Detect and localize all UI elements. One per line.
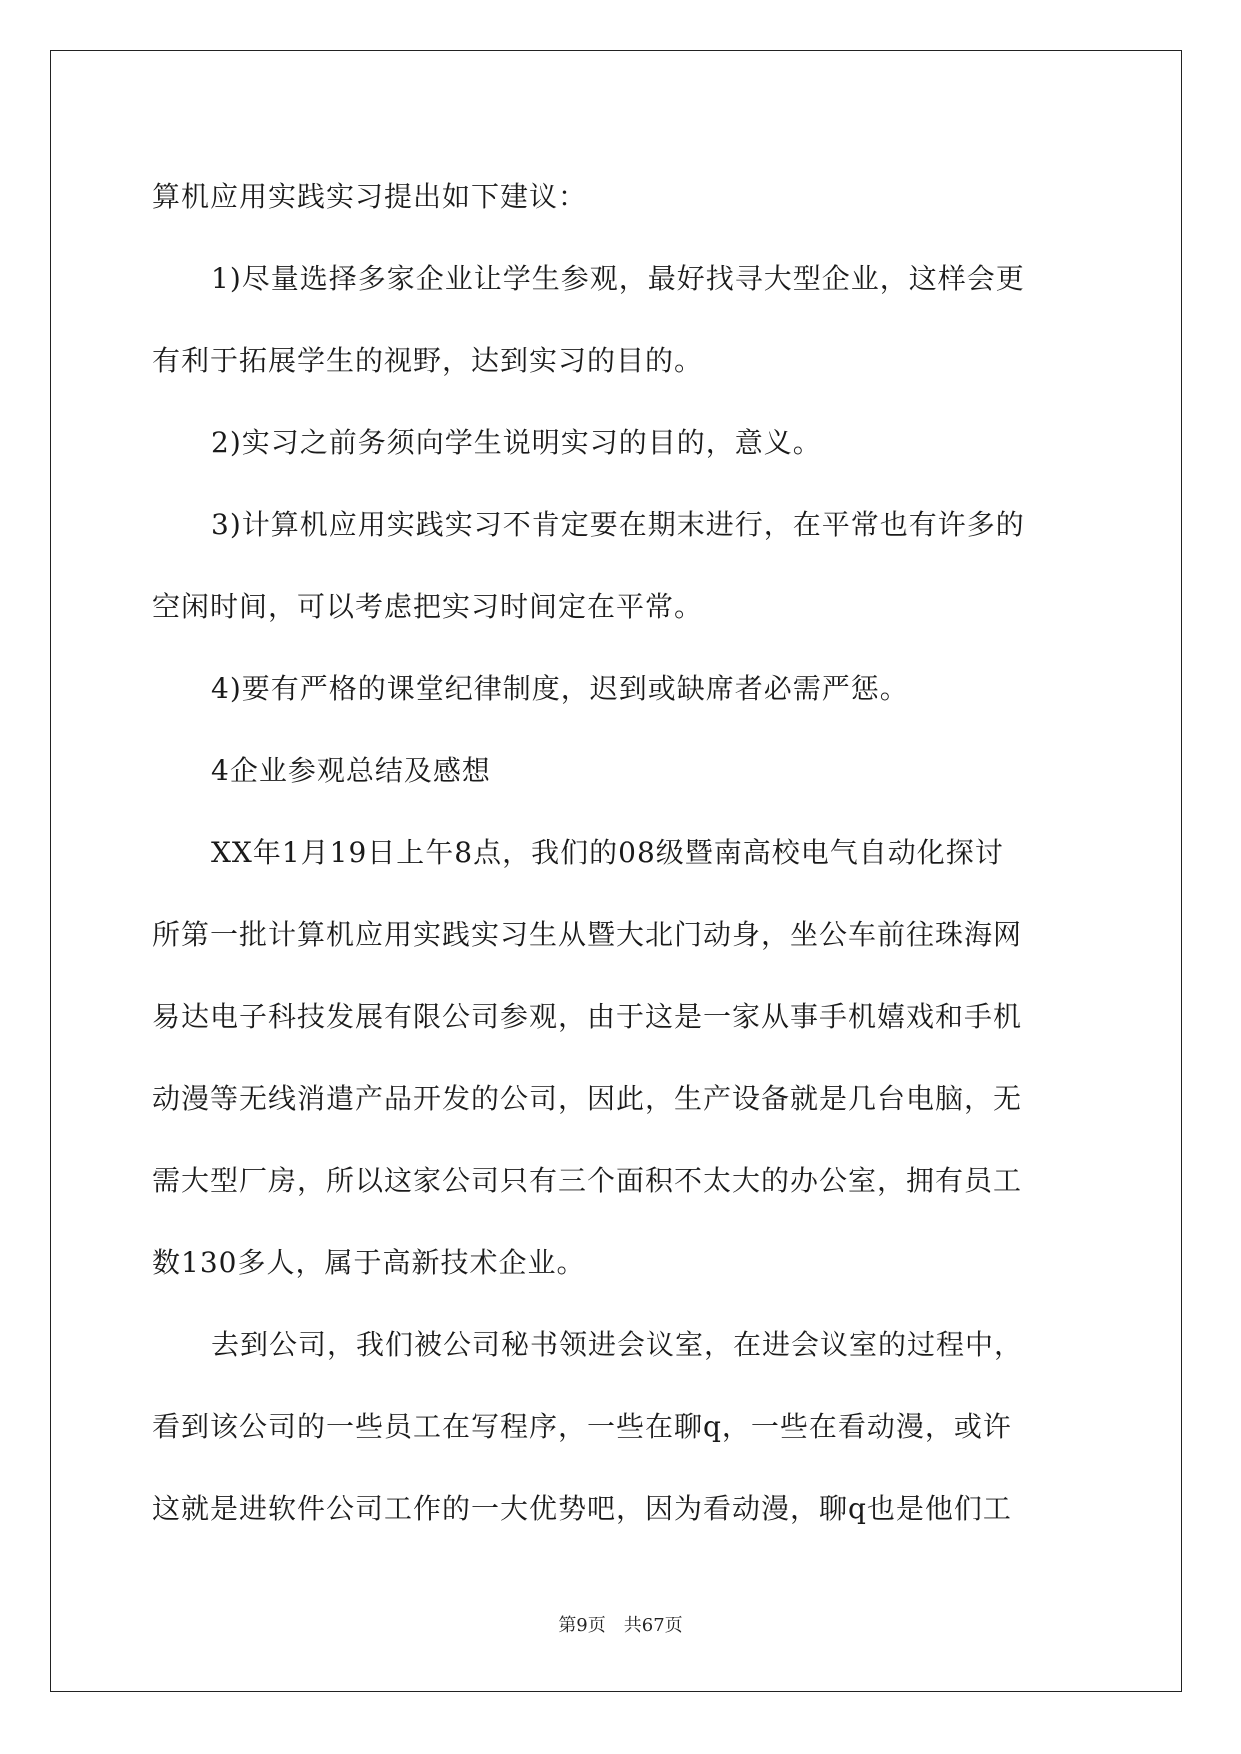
text-line: XX年1月19日上午8点，我们的08级暨南高校电气自动化探讨 [211,836,1004,869]
page-total: 共67页 [623,1615,683,1636]
text-line: 需大型厂房，所以这家公司只有三个面积不太大的办公室，拥有员工 [152,1164,1023,1197]
text-line: 这就是进软件公司工作的一大优势吧，因为看动漫，聊q也是他们工 [152,1492,1012,1525]
text-line: 去到公司，我们被公司秘书领进会议室，在进会议室的过程中， [211,1328,1024,1361]
page-number: 第9页 [558,1615,606,1636]
text-line: 所第一批计算机应用实践实习生从暨大北门动身，坐公车前往珠海网 [152,918,1023,951]
text-line: 有利于拓展学生的视野，达到实习的目的。 [152,344,704,377]
text-line: 数130多人，属于高新技术企业。 [152,1246,586,1279]
text-line: 动漫等无线消遣产品开发的公司，因此，生产设备就是几台电脑，无 [152,1082,1023,1115]
text-line: 2)实习之前务须向学生说明实习的目的，意义。 [211,426,822,459]
section-heading: 4企业参观总结及感想 [211,754,491,787]
text-line: 3)计算机应用实践实习不肯定要在期末进行，在平常也有许多的 [211,508,1025,541]
text-line: 看到该公司的一些员工在写程序，一些在聊q，一些在看动漫，或许 [152,1410,1012,1443]
text-line: 易达电子科技发展有限公司参观，由于这是一家从事手机嬉戏和手机 [152,1000,1023,1033]
text-line: 空闲时间，可以考虑把实习时间定在平常。 [152,590,704,623]
document-body [152,156,1082,1550]
page-footer [0,1611,1241,1637]
text-line: 算机应用实践实习提出如下建议： [152,180,588,213]
text-line: 4)要有严格的课堂纪律制度，迟到或缺席者必需严惩。 [211,672,909,705]
text-line: 1)尽量选择多家企业让学生参观，最好找寻大型企业，这样会更 [211,262,1025,295]
